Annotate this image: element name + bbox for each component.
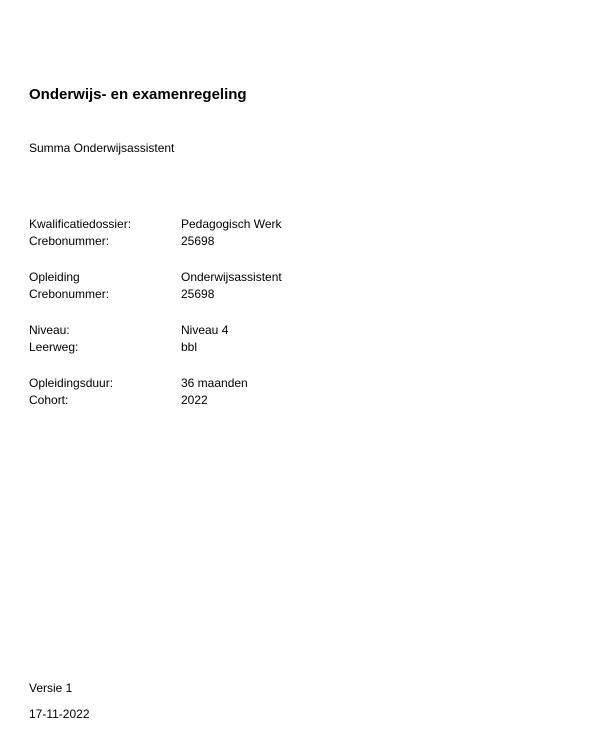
info-label: Opleidingsduur:	[29, 376, 114, 390]
info-row-niveau	[29, 322, 429, 339]
info-label: Crebonummer:	[29, 286, 110, 301]
info-row-opleiding	[29, 269, 429, 286]
info-value: bbl	[181, 339, 198, 354]
footer-date: 17-11-2022	[29, 707, 90, 721]
info-row-opleidingsduur	[29, 375, 429, 392]
info-value: 25698	[181, 233, 215, 248]
document-subtitle: Summa Onderwijsassistent	[29, 141, 175, 155]
info-row-kwalificatiedossier	[29, 216, 429, 233]
info-value: Onderwijsassistent	[181, 270, 282, 284]
footer-version: Versie 1	[29, 681, 73, 695]
info-label: Cohort:	[29, 392, 69, 407]
info-value: Pedagogisch Werk	[181, 217, 282, 231]
info-label: Kwalificatiedossier:	[29, 217, 132, 231]
info-value: Niveau 4	[181, 323, 229, 337]
info-group-niveau	[29, 322, 429, 355]
info-label: Leerweg:	[29, 339, 79, 354]
info-label: Crebonummer:	[29, 233, 110, 248]
info-row-crebonummer	[29, 233, 429, 250]
info-row-cohort	[29, 392, 429, 409]
info-group-qualification	[29, 216, 429, 249]
info-row-leerweg	[29, 339, 429, 356]
info-label: Opleiding	[29, 270, 80, 284]
info-value: 25698	[181, 286, 215, 301]
info-group-duur	[29, 375, 429, 408]
info-value: 36 maanden	[181, 376, 248, 390]
info-label: Niveau:	[29, 323, 70, 337]
info-group-opleiding	[29, 269, 429, 302]
info-value: 2022	[181, 392, 208, 407]
document-title: Onderwijs- en examenregeling	[29, 86, 247, 103]
info-row-crebonummer	[29, 286, 429, 303]
